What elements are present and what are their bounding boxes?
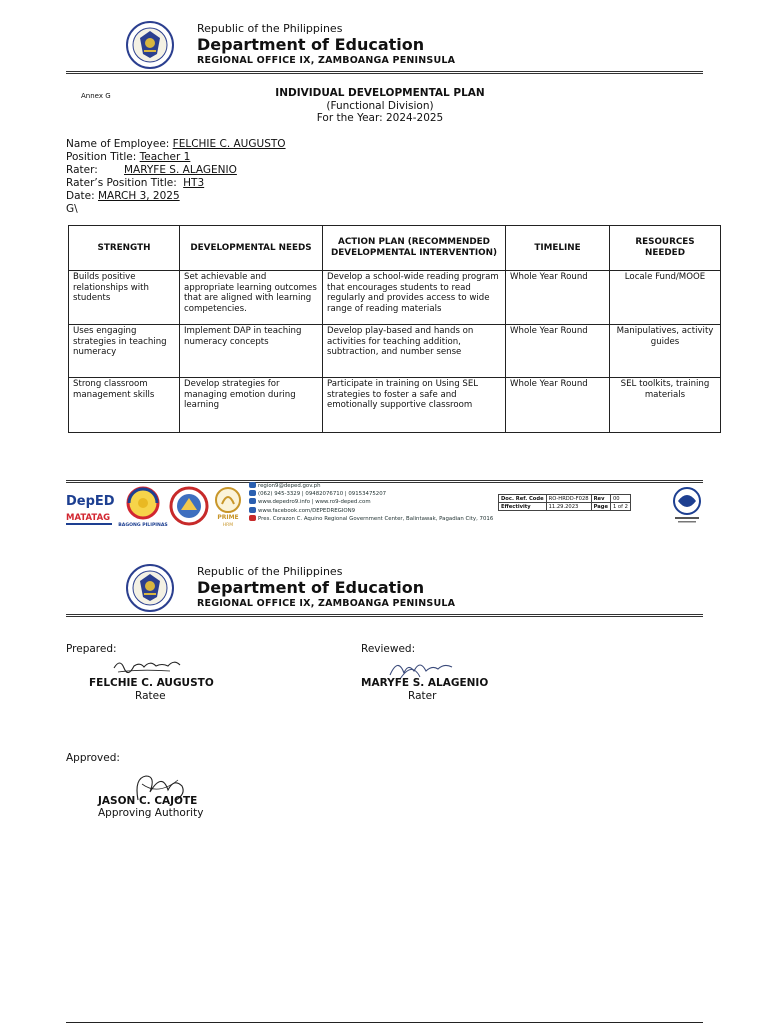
cell-action: Participate in training on Using SEL strategies to foster a safe and emotionally supportive classroom	[323, 378, 506, 433]
header-developmental-needs: DEVELOPMENTAL NEEDS	[180, 226, 323, 271]
position-row	[66, 151, 190, 164]
document-title: INDIVIDUAL DEVELOPMENTAL PLAN	[275, 87, 485, 99]
header-timeline: TIMELINE	[506, 226, 610, 271]
deped-matatag-logo	[66, 489, 114, 529]
document-year: For the Year: 2024-2025	[316, 112, 444, 124]
contact-address-row	[249, 515, 493, 523]
table-row	[69, 325, 721, 378]
stray-text: G\	[66, 203, 78, 215]
docref-code-label: Doc. Ref. Code	[499, 495, 547, 503]
footer-contact-list	[249, 482, 493, 523]
document-subtitle: (Functional Division)	[326, 100, 434, 112]
header-resources: RESOURCES NEEDED	[610, 226, 721, 271]
prime-logo-subtext: HRM	[222, 523, 234, 528]
document-reference-table	[498, 494, 631, 511]
position-value: Teacher 1	[139, 151, 191, 163]
phone-icon	[249, 490, 256, 496]
annex-label: Annex G	[81, 92, 111, 100]
globe-icon	[249, 498, 256, 504]
page-bottom-divider	[66, 1022, 703, 1023]
employee-name-label: Name of Employee:	[66, 138, 170, 150]
reviewed-label: Reviewed:	[361, 643, 416, 655]
docref-rev-value: 00	[610, 495, 630, 503]
prime-logo-text: PRIME	[217, 514, 239, 521]
employee-name: FELCHIE C. AUGUSTO	[172, 138, 286, 150]
republic-label: Republic of the Philippines	[197, 565, 343, 578]
header-strength: STRENGTH	[69, 226, 180, 271]
cell-resources: SEL toolkits, training materials	[610, 378, 721, 433]
prepared-name: FELCHIE C. AUGUSTO	[89, 677, 214, 689]
cell-timeline: Whole Year Round	[506, 378, 610, 433]
docref-page-value: 1 of 2	[610, 503, 630, 511]
deped-seal-icon	[126, 564, 174, 612]
cell-strength: Uses engaging strategies in teaching numeracy	[69, 325, 180, 378]
contact-phone-row	[249, 490, 493, 498]
date-label: Date:	[66, 190, 95, 202]
docref-code-value: RO-HRDD-F028	[546, 495, 591, 503]
rater-row	[66, 164, 98, 177]
email-icon	[249, 482, 256, 488]
contact-email: region9@deped.gov.ph	[258, 483, 321, 489]
bagong-pilipinas-logo	[118, 486, 168, 528]
contact-web-row	[249, 498, 493, 506]
cell-timeline: Whole Year Round	[506, 325, 610, 378]
contact-web: www.depedro9.info | www.ro9-deped.com	[258, 499, 371, 506]
republic-label: Republic of the Philippines	[197, 22, 343, 35]
table-header-row	[69, 226, 721, 271]
date-value: MARCH 3, 2025	[97, 190, 180, 202]
table-row	[69, 271, 721, 325]
department-title: Department of Education	[197, 35, 425, 54]
date-row	[66, 190, 180, 203]
docref-row	[499, 503, 631, 511]
approved-name: JASON C. CAJOTE	[98, 795, 198, 807]
ratee-signature	[110, 654, 190, 678]
bagong-pilipinas-text: BAGONG PILIPINAS	[118, 523, 168, 528]
facebook-icon	[249, 507, 256, 513]
development-plan-table	[68, 225, 721, 433]
cell-resources: Manipulatives, activity guides	[610, 325, 721, 378]
cell-needs: Develop strategies for managing emotion during learning	[180, 378, 323, 433]
letterhead-divider	[66, 71, 703, 74]
rater-position-label: Rater’s Position Title:	[66, 177, 177, 189]
regional-office-label: REGIONAL OFFICE IX, ZAMBOANGA PENINSULA	[197, 598, 456, 609]
docref-effectivity-label: Effectivity	[499, 503, 547, 511]
contact-facebook-row	[249, 507, 493, 515]
table-row	[69, 378, 721, 433]
iso-certification-icon	[670, 486, 704, 526]
position-label: Position Title:	[66, 151, 137, 163]
cell-strength: Strong classroom management skills	[69, 378, 180, 433]
rater-value: MARYFE S. ALAGENIO	[124, 164, 237, 176]
rater-position-value: HT3	[183, 177, 205, 189]
approved-role: Approving Authority	[98, 807, 204, 819]
rater-position-row	[66, 177, 204, 190]
reviewed-name: MARYFE S. ALAGENIO	[361, 677, 489, 689]
contact-email-row	[249, 482, 493, 490]
docref-rev-label: Rev	[591, 495, 610, 503]
letterhead-divider	[66, 614, 703, 617]
department-title: Department of Education	[197, 578, 425, 597]
prime-hrm-logo	[213, 486, 243, 528]
contact-phone: (062) 945-3329 | 09482076710 | 09153475207	[258, 491, 387, 498]
docref-page-label: Page	[591, 503, 610, 511]
prepared-label: Prepared:	[66, 643, 117, 655]
cell-action: Develop a school-wide reading program that encourages students to read regularly and provides access to wide range of reading materials	[323, 271, 506, 325]
approved-label: Approved:	[66, 752, 120, 764]
cell-action: Develop play-based and hands on activities for teaching addition, subtraction, and number sense	[323, 325, 506, 378]
regional-office-label: REGIONAL OFFICE IX, ZAMBOANGA PENINSULA	[197, 55, 456, 66]
cell-resources: Locale Fund/MOOE	[610, 271, 721, 325]
cell-strength: Builds positive relationships with students	[69, 271, 180, 325]
reviewed-role: Rater	[408, 690, 437, 702]
prepared-role: Ratee	[135, 690, 166, 702]
contact-address: Pres. Corazon C. Aquino Regional Government Center, Balintawak, Pagadian City, 7016	[258, 515, 494, 522]
contact-facebook: www.facebook.com/DEPEDREGION9	[258, 507, 356, 514]
rater-value-row	[124, 164, 237, 177]
cell-needs: Implement DAP in teaching numeracy concepts	[180, 325, 323, 378]
header-action-plan: ACTION PLAN (RECOMMENDED DEVELOPMENTAL INTERVENTION)	[323, 226, 506, 271]
docref-effectivity-value: 11.29.2023	[546, 503, 591, 511]
employee-name-row	[66, 138, 286, 151]
deped-seal-icon	[126, 21, 174, 69]
location-pin-icon	[249, 515, 256, 521]
cell-timeline: Whole Year Round	[506, 271, 610, 325]
docref-row	[499, 495, 631, 503]
region-ix-seal-icon	[169, 486, 209, 526]
cell-needs: Set achievable and appropriate learning outcomes that are aligned with learning competencies.	[180, 271, 323, 325]
matatag-logo-text: MATATAG	[66, 513, 111, 523]
rater-label: Rater:	[66, 164, 98, 176]
deped-logo-text: DepED	[66, 494, 115, 509]
